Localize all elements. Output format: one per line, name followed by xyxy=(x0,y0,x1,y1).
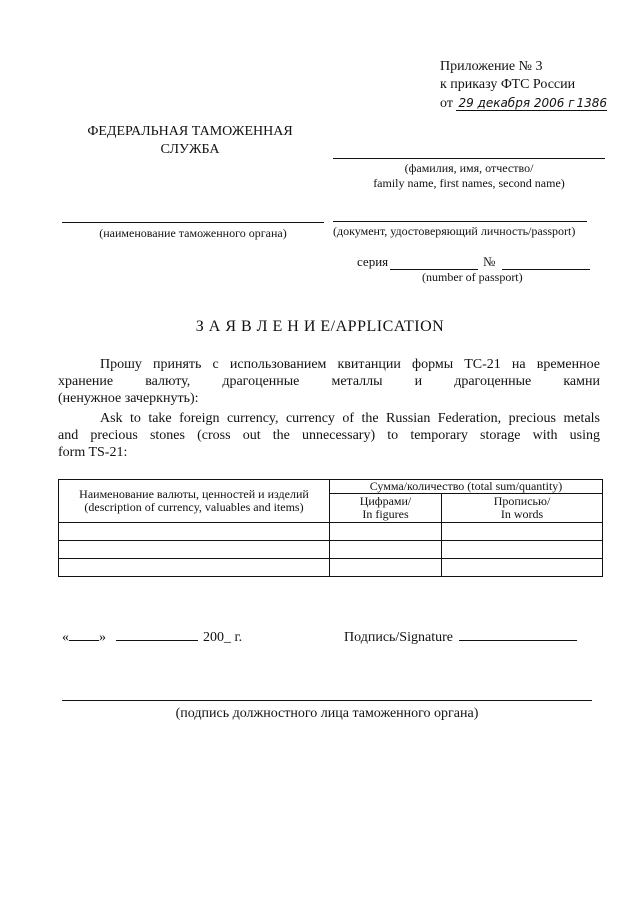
request-en-line-2: and precious stones (cross out the unnecessary) to temporary storage with using xyxy=(58,428,600,443)
col-description-header-ru: Наименование валюты, ценностей и изделий xyxy=(79,487,309,501)
table-cell-figures[interactable] xyxy=(330,523,442,541)
request-ru-line-1: Прошу принять с использованием квитанции формы ТС-21 на временное xyxy=(100,357,600,372)
date-quote-open: « xyxy=(62,630,69,645)
customs-body-line[interactable] xyxy=(62,222,324,223)
date-quote-close: » xyxy=(99,630,106,645)
table-row xyxy=(59,523,603,541)
request-text-ru xyxy=(58,356,600,407)
request-text-en xyxy=(58,410,600,461)
col-figures-header-en: In figures xyxy=(362,507,409,521)
document-title: З А Я В Л Е Н И Е/APPLICATION xyxy=(195,318,445,335)
date-field xyxy=(62,630,242,646)
table-cell-description[interactable] xyxy=(59,523,330,541)
fullname-caption xyxy=(333,161,605,191)
table-cell-words[interactable] xyxy=(442,523,603,541)
number-label: № xyxy=(483,254,496,269)
col-description-header-en: (description of currency, valuables and items) xyxy=(84,500,304,514)
table-cell-words[interactable] xyxy=(442,541,603,559)
col-words-header-ru: Прописью/ xyxy=(493,494,551,508)
fullname-caption-ru: (фамилия, имя, отчество/ xyxy=(404,161,534,175)
col-words-header-en: In words xyxy=(500,507,544,521)
request-ru-line-2: хранение валюту, драгоценные металлы и драгоценные камни xyxy=(58,374,600,389)
col-description-header xyxy=(59,480,330,523)
signature-blank[interactable] xyxy=(459,640,577,641)
annex-line-3 xyxy=(440,94,607,113)
signature-field xyxy=(344,630,577,646)
table-header-row xyxy=(59,480,603,494)
col-figures-header-ru: Цифрами/ xyxy=(359,494,412,508)
id-document-line[interactable] xyxy=(333,221,587,222)
table-row xyxy=(59,541,603,559)
passport-number-caption: (number of passport) xyxy=(422,270,523,284)
id-document-caption: (документ, удостоверяющий личность/passport) xyxy=(333,224,576,238)
fullname-line[interactable] xyxy=(333,158,605,159)
table-cell-description[interactable] xyxy=(59,541,330,559)
annex-line-1: Приложение № 3 xyxy=(440,59,543,74)
col-figures-header xyxy=(330,494,442,523)
items-table xyxy=(58,479,603,577)
table-cell-figures[interactable] xyxy=(330,541,442,559)
official-signature-caption: (подпись должностного лица таможенного органа) xyxy=(175,706,479,721)
agency-name xyxy=(60,123,320,159)
col-words-header xyxy=(442,494,603,523)
handwritten-order-number: 1386 xyxy=(576,96,608,110)
request-en-line-3: form TS-21: xyxy=(58,445,128,460)
series-label: серия xyxy=(357,254,389,269)
table-cell-description[interactable] xyxy=(59,559,330,577)
date-year-label: 200_ г. xyxy=(203,630,243,645)
annex-block xyxy=(440,58,607,113)
official-signature-line[interactable] xyxy=(62,700,592,701)
handwritten-date: 29 декабря 2006 г xyxy=(458,96,575,110)
annex-date-prefix: от xyxy=(440,96,453,111)
signature-label: Подпись/Signature xyxy=(344,630,453,645)
table-row xyxy=(59,559,603,577)
request-en-line-1: Ask to take foreign currency, currency of the Russian Federation, precious metals xyxy=(100,411,600,426)
agency-line-2: СЛУЖБА xyxy=(160,142,220,157)
table-cell-words[interactable] xyxy=(442,559,603,577)
customs-body-caption: (наименование таможенного органа) xyxy=(99,226,287,240)
fullname-caption-en: family name, first names, second name) xyxy=(373,176,565,190)
request-ru-line-3: (ненужное зачеркнуть): xyxy=(58,391,199,406)
date-month-blank[interactable] xyxy=(116,640,198,641)
date-day-blank[interactable] xyxy=(69,640,99,641)
agency-line-1: ФЕДЕРАЛЬНАЯ ТАМОЖЕННАЯ xyxy=(87,124,293,139)
table-cell-figures[interactable] xyxy=(330,559,442,577)
col-group-header: Сумма/количество (total sum/quantity) xyxy=(330,480,603,494)
annex-line-2: к приказу ФТС России xyxy=(440,77,576,92)
